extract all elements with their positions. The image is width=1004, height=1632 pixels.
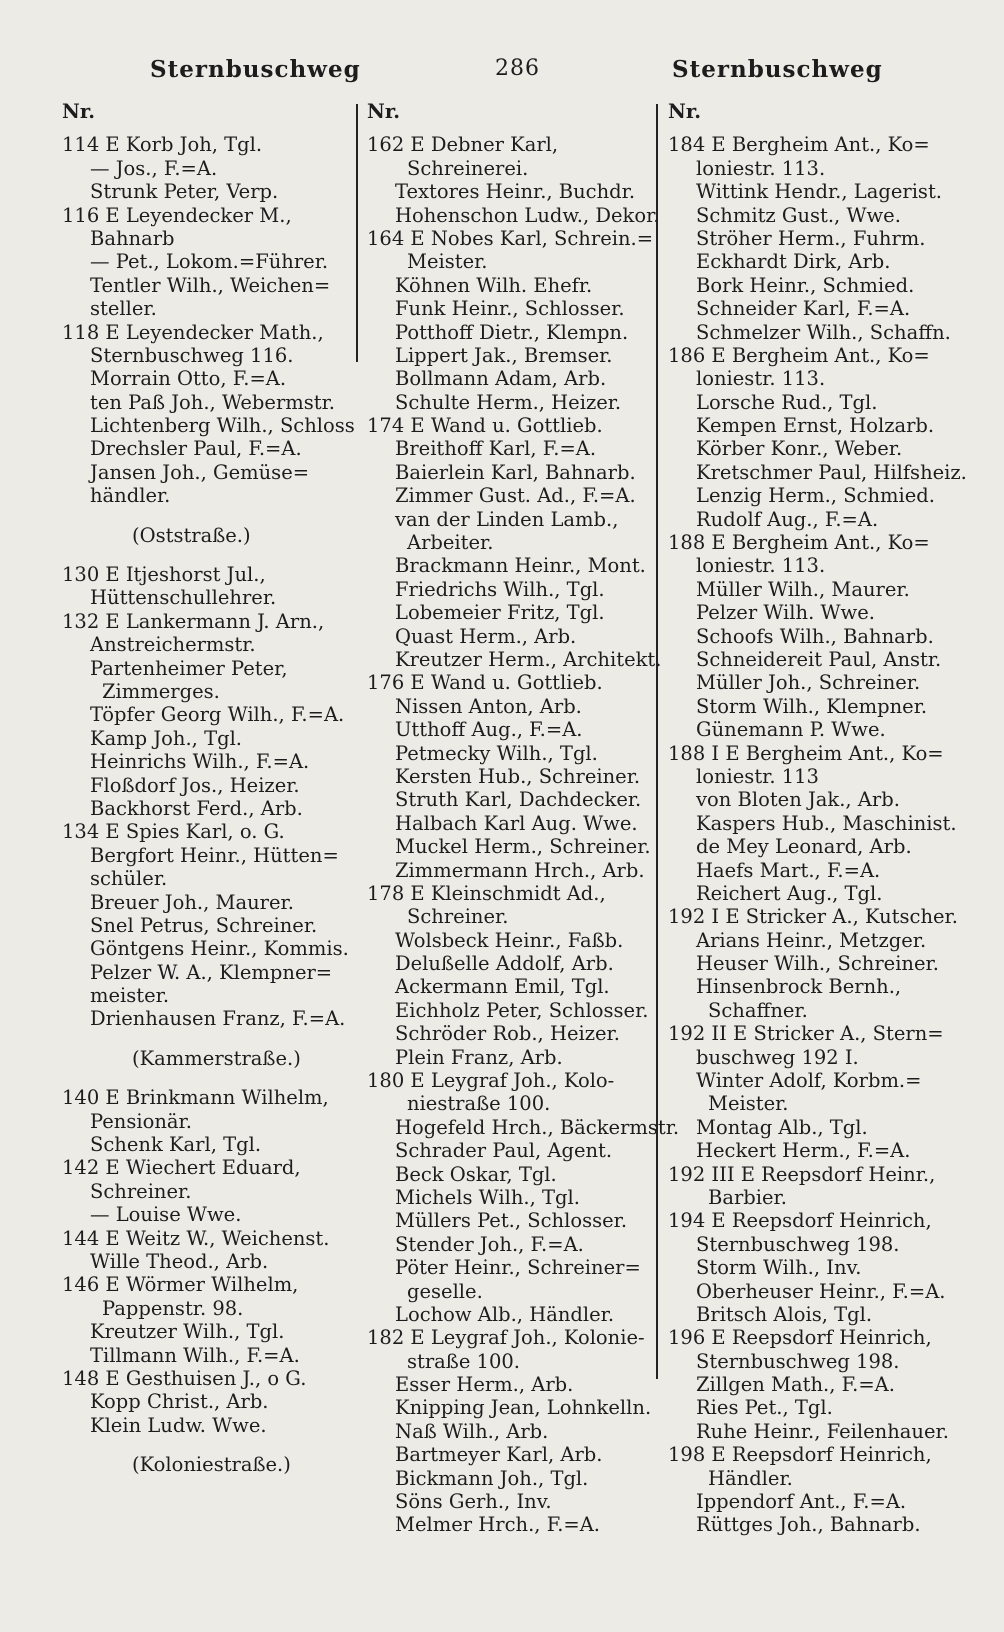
- directory-line: Schreiner.: [90, 1179, 192, 1203]
- directory-line: Funk Heinr., Schlosser.: [395, 297, 625, 321]
- directory-line: Esser Herm., Arb.: [395, 1373, 574, 1397]
- directory-line: Schreinerei.: [407, 156, 529, 180]
- directory-line: Tillmann Wilh., F.=A.: [90, 1343, 300, 1367]
- directory-line: Schenk Karl, Tgl.: [90, 1133, 262, 1157]
- directory-line: 192 III E Reepsdorf Heinr.,: [668, 1162, 936, 1186]
- directory-line: Baierlein Karl, Bahnarb.: [395, 460, 636, 484]
- directory-line: händler.: [90, 484, 171, 508]
- directory-line: van der Linden Lamb.,: [395, 507, 619, 531]
- directory-line: Eckhardt Dirk, Arb.: [696, 250, 891, 274]
- directory-line: 148 E Gesthuisen J., o G.: [62, 1366, 307, 1390]
- directory-line: (Kammerstraße.): [132, 1046, 301, 1070]
- directory-line: 162 E Debner Karl,: [367, 133, 559, 157]
- directory-line: Lippert Jak., Bremser.: [395, 343, 613, 367]
- directory-line: Pappenstr. 98.: [102, 1296, 244, 1320]
- directory-line: Stender Joh., F.=A.: [395, 1232, 584, 1256]
- directory-line: Strunk Peter, Verp.: [90, 180, 279, 204]
- directory-line: Kreutzer Herm., Architekt.: [395, 647, 662, 671]
- directory-line: Ströher Herm., Fuhrm.: [696, 226, 926, 250]
- directory-line: Zimmermann Hrch., Arb.: [395, 858, 645, 882]
- directory-line: Lenzig Herm., Schmied.: [696, 484, 935, 508]
- directory-line: niestraße 100.: [407, 1092, 551, 1116]
- directory-line: Meister.: [708, 1092, 789, 1116]
- directory-line: Storm Wilh., Inv.: [696, 1256, 862, 1280]
- directory-line: Backhorst Ferd., Arb.: [90, 796, 303, 820]
- directory-line: Pöter Heinr., Schreiner=: [395, 1256, 641, 1280]
- directory-line: de Mey Leonard, Arb.: [696, 835, 912, 859]
- directory-line: Göntgens Heinr., Kommis.: [90, 937, 349, 961]
- directory-line: Schneidereit Paul, Anstr.: [696, 647, 942, 671]
- directory-line: Müller Joh., Schreiner.: [696, 671, 921, 695]
- directory-line: Zimmer Gust. Ad., F.=A.: [395, 484, 636, 508]
- directory-line: Lobemeier Fritz, Tgl.: [395, 601, 605, 625]
- directory-line: Winter Adolf, Korbm.=: [696, 1069, 922, 1093]
- directory-line: Rüttges Joh., Bahnarb.: [696, 1513, 921, 1537]
- directory-line: Montag Alb., Tgl.: [696, 1115, 868, 1139]
- directory-line: Quast Herm., Arb.: [395, 624, 577, 648]
- directory-line: buschweg 192 I.: [696, 1045, 859, 1069]
- directory-line: Wittink Hendr., Lagerist.: [696, 180, 942, 204]
- directory-line: straße 100.: [407, 1349, 520, 1373]
- column-heading: Nr.: [367, 100, 401, 123]
- directory-line: 198 E Reepsdorf Heinrich,: [668, 1443, 932, 1467]
- directory-line: Naß Wilh., Arb.: [395, 1419, 549, 1443]
- directory-line: 114 E Korb Joh, Tgl.: [62, 133, 263, 157]
- directory-line: Zimmerges.: [102, 679, 220, 703]
- directory-line: Knipping Jean, Lohnkelln.: [395, 1396, 652, 1420]
- directory-line: 174 E Wand u. Gottlieb.: [367, 414, 603, 438]
- directory-line: Sternbuschweg 116.: [90, 343, 294, 367]
- directory-line: 192 II E Stricker A., Stern=: [668, 1022, 944, 1046]
- directory-line: 116 E Leyendecker M.,: [62, 203, 292, 227]
- directory-line: Kreutzer Wilh., Tgl.: [90, 1320, 285, 1344]
- directory-line: Plein Franz, Arb.: [395, 1045, 563, 1069]
- directory-line: Anstreichermstr.: [90, 633, 256, 657]
- directory-line: Schneider Karl, F.=A.: [696, 297, 911, 321]
- directory-line: Ruhe Heinr., Feilenhauer.: [696, 1419, 949, 1443]
- directory-line: Bahnarb: [90, 226, 175, 250]
- directory-line: Petmecky Wilh., Tgl.: [395, 741, 598, 765]
- directory-line: Schoofs Wilh., Bahnarb.: [696, 624, 934, 648]
- column-heading: Nr.: [668, 100, 702, 123]
- directory-line: Eichholz Peter, Schlosser.: [395, 998, 649, 1022]
- directory-line: Schulte Herm., Heizer.: [395, 390, 622, 414]
- directory-line: Pensionär.: [90, 1109, 192, 1133]
- directory-line: Ries Pet., Tgl.: [696, 1396, 833, 1420]
- column-right: [668, 100, 998, 1537]
- directory-line: 178 E Kleinschmidt Ad.,: [367, 881, 606, 905]
- running-header-right: Sternbuschweg: [672, 56, 883, 83]
- directory-line: 164 E Nobes Karl, Schrein.=: [367, 226, 654, 250]
- directory-line: Schreiner.: [407, 905, 509, 929]
- directory-line: Händler.: [708, 1466, 793, 1490]
- directory-line: Müller Wilh., Maurer.: [696, 577, 910, 601]
- directory-line: Storm Wilh., Klempner.: [696, 694, 928, 718]
- directory-line: Delußelle Addolf, Arb.: [395, 952, 614, 976]
- directory-line: Kopp Christ., Arb.: [90, 1390, 269, 1414]
- directory-line: Lichtenberg Wilh., Schloss: [90, 414, 355, 438]
- directory-line: 130 E Itjeshorst Jul.,: [62, 563, 266, 587]
- directory-line: (Koloniestraße.): [132, 1453, 291, 1477]
- directory-line: Bickmann Joh., Tgl.: [395, 1466, 589, 1490]
- directory-line: Partenheimer Peter,: [90, 656, 288, 680]
- column-middle: [367, 100, 680, 1537]
- directory-line: loniestr. 113.: [696, 156, 826, 180]
- directory-line: 192 I E Stricker A., Kutscher.: [668, 905, 958, 929]
- directory-line: Kempen Ernst, Holzarb.: [696, 414, 935, 438]
- directory-line: Melmer Hrch., F.=A.: [395, 1513, 601, 1537]
- directory-line: Bollmann Adam, Arb.: [395, 367, 607, 391]
- directory-line: Arians Heinr., Metzger.: [696, 928, 927, 952]
- directory-line: Struth Karl, Dachdecker.: [395, 788, 642, 812]
- directory-line: — Louise Wwe.: [90, 1203, 242, 1227]
- column-left: [62, 100, 355, 1477]
- directory-line: Nissen Anton, Arb.: [395, 694, 582, 718]
- directory-line: Oberheuser Heinr., F.=A.: [696, 1279, 946, 1303]
- directory-line: Ippendorf Ant., F.=A.: [696, 1490, 907, 1514]
- directory-line: 180 E Leygraf Joh., Kolo-: [367, 1069, 615, 1093]
- directory-line: Drienhausen Franz, F.=A.: [90, 1007, 346, 1031]
- directory-line: Morrain Otto, F.=A.: [90, 367, 287, 391]
- directory-line: Kretschmer Paul, Hilfsheiz.: [696, 460, 967, 484]
- directory-line: (Oststraße.): [132, 523, 251, 547]
- directory-line: Körber Konr., Weber.: [696, 437, 903, 461]
- directory-line: Zillgen Math., F.=A.: [696, 1373, 895, 1397]
- directory-line: — Pet., Lokom.=Führer.: [90, 250, 329, 274]
- directory-line: 118 E Leyendecker Math.,: [62, 320, 324, 344]
- directory-line: Breuer Joh., Maurer.: [90, 890, 294, 914]
- directory-line: 188 E Bergheim Ant., Ko=: [668, 531, 930, 555]
- directory-line: Utthoff Aug., F.=A.: [395, 718, 583, 742]
- directory-line: Muckel Herm., Schreiner.: [395, 835, 651, 859]
- directory-line: 184 E Bergheim Ant., Ko=: [668, 133, 930, 157]
- directory-line: loniestr. 113.: [696, 367, 826, 391]
- directory-line: Britsch Alois, Tgl.: [696, 1302, 873, 1326]
- directory-line: Tentler Wilh., Weichen=: [90, 273, 331, 297]
- directory-line: Heinrichs Wilh., F.=A.: [90, 750, 310, 774]
- directory-line: 132 E Lankermann J. Arn.,: [62, 609, 325, 633]
- directory-line: Schaffner.: [708, 998, 808, 1022]
- directory-line: Friedrichs Wilh., Tgl.: [395, 577, 605, 601]
- directory-line: Klein Ludw. Wwe.: [90, 1413, 267, 1437]
- directory-line: geselle.: [407, 1279, 483, 1303]
- directory-line: Hinsenbrock Bernh.,: [696, 975, 902, 999]
- directory-line: — Jos., F.=A.: [90, 156, 218, 180]
- directory-line: Sternbuschweg 198.: [696, 1349, 900, 1373]
- directory-line: Beck Oskar, Tgl.: [395, 1162, 557, 1186]
- directory-line: 134 E Spies Karl, o. G.: [62, 820, 285, 844]
- directory-line: Haefs Mart., F.=A.: [696, 858, 881, 882]
- directory-line: von Bloten Jak., Arb.: [696, 788, 900, 812]
- directory-line: ten Paß Joh., Webermstr.: [90, 390, 335, 414]
- directory-line: schüler.: [90, 867, 168, 891]
- directory-line: Hohenschon Ludw., Dekor.: [395, 203, 660, 227]
- directory-line: Lochow Alb., Händler.: [395, 1302, 615, 1326]
- directory-line: Heuser Wilh., Schreiner.: [696, 952, 939, 976]
- directory-line: Sternbuschweg 198.: [696, 1232, 900, 1256]
- directory-line: Kamp Joh., Tgl.: [90, 726, 243, 750]
- directory-line: 176 E Wand u. Gottlieb.: [367, 671, 603, 695]
- directory-line: Snel Petrus, Schreiner.: [90, 913, 318, 937]
- directory-line: Bartmeyer Karl, Arb.: [395, 1443, 603, 1467]
- directory-line: Breithoff Karl, F.=A.: [395, 437, 597, 461]
- directory-line: Schmitz Gust., Wwe.: [696, 203, 901, 227]
- directory-line: Drechsler Paul, F.=A.: [90, 437, 302, 461]
- directory-line: Textores Heinr., Buchdr.: [395, 180, 636, 204]
- directory-line: Jansen Joh., Gemüse=: [90, 460, 310, 484]
- directory-line: Potthoff Dietr., Klempn.: [395, 320, 629, 344]
- page-number: 286: [495, 56, 540, 81]
- directory-line: meister.: [90, 984, 170, 1008]
- directory-line: loniestr. 113: [696, 764, 819, 788]
- directory-line: steller.: [90, 297, 157, 321]
- directory-line: Hüttenschullehrer.: [90, 586, 277, 610]
- directory-line: 188 I E Bergheim Ant., Ko=: [668, 741, 944, 765]
- directory-line: Pelzer W. A., Klempner=: [90, 960, 333, 984]
- directory-line: Michels Wilh., Tgl.: [395, 1185, 580, 1209]
- directory-line: Töpfer Georg Wilh., F.=A.: [90, 703, 345, 727]
- column-heading: Nr.: [62, 100, 96, 123]
- directory-line: Wolsbeck Heinr., Faßb.: [395, 928, 624, 952]
- directory-line: Lorsche Rud., Tgl.: [696, 390, 878, 414]
- column-divider-1: [356, 104, 358, 362]
- directory-line: loniestr. 113.: [696, 554, 826, 578]
- directory-line: Müllers Pet., Schlosser.: [395, 1209, 628, 1233]
- directory-line: Pelzer Wilh. Wwe.: [696, 601, 875, 625]
- directory-line: Schrader Paul, Agent.: [395, 1139, 613, 1163]
- directory-line: Kersten Hub., Schreiner.: [395, 764, 641, 788]
- directory-line: Wille Theod., Arb.: [90, 1249, 269, 1273]
- directory-line: 146 E Wörmer Wilhelm,: [62, 1273, 299, 1297]
- directory-line: Bergfort Heinr., Hütten=: [90, 843, 339, 867]
- directory-line: Floßdorf Jos., Heizer.: [90, 773, 300, 797]
- running-header-left: Sternbuschweg: [150, 56, 361, 83]
- directory-line: Heckert Herm., F.=A.: [696, 1139, 911, 1163]
- directory-line: Günemann P. Wwe.: [696, 718, 886, 742]
- directory-line: 182 E Leygraf Joh., Kolonie-: [367, 1326, 645, 1350]
- directory-line: Schröder Rob., Heizer.: [395, 1022, 620, 1046]
- directory-line: Bork Heinr., Schmied.: [696, 273, 915, 297]
- directory-line: 140 E Brinkmann Wilhelm,: [62, 1086, 329, 1110]
- directory-line: Schmelzer Wilh., Schaffn.: [696, 320, 951, 344]
- directory-line: Kaspers Hub., Maschinist.: [696, 811, 957, 835]
- directory-line: 142 E Wiechert Eduard,: [62, 1156, 301, 1180]
- directory-line: Brackmann Heinr., Mont.: [395, 554, 646, 578]
- directory-line: 144 E Weitz W., Weichenst.: [62, 1226, 330, 1250]
- directory-line: Barbier.: [708, 1185, 787, 1209]
- directory-line: Söns Gerh., Inv.: [395, 1490, 552, 1514]
- directory-line: Rudolf Aug., F.=A.: [696, 507, 879, 531]
- directory-line: Reichert Aug., Tgl.: [696, 881, 883, 905]
- directory-line: 194 E Reepsdorf Heinrich,: [668, 1209, 932, 1233]
- directory-line: Köhnen Wilh. Ehefr.: [395, 273, 593, 297]
- directory-line: 196 E Reepsdorf Heinrich,: [668, 1326, 932, 1350]
- directory-line: Arbeiter.: [407, 531, 494, 555]
- directory-line: Meister.: [407, 250, 488, 274]
- directory-line: Hogefeld Hrch., Bäckermstr.: [395, 1115, 680, 1139]
- directory-line: Halbach Karl Aug. Wwe.: [395, 811, 638, 835]
- directory-line: Ackermann Emil, Tgl.: [395, 975, 610, 999]
- directory-line: 186 E Bergheim Ant., Ko=: [668, 343, 930, 367]
